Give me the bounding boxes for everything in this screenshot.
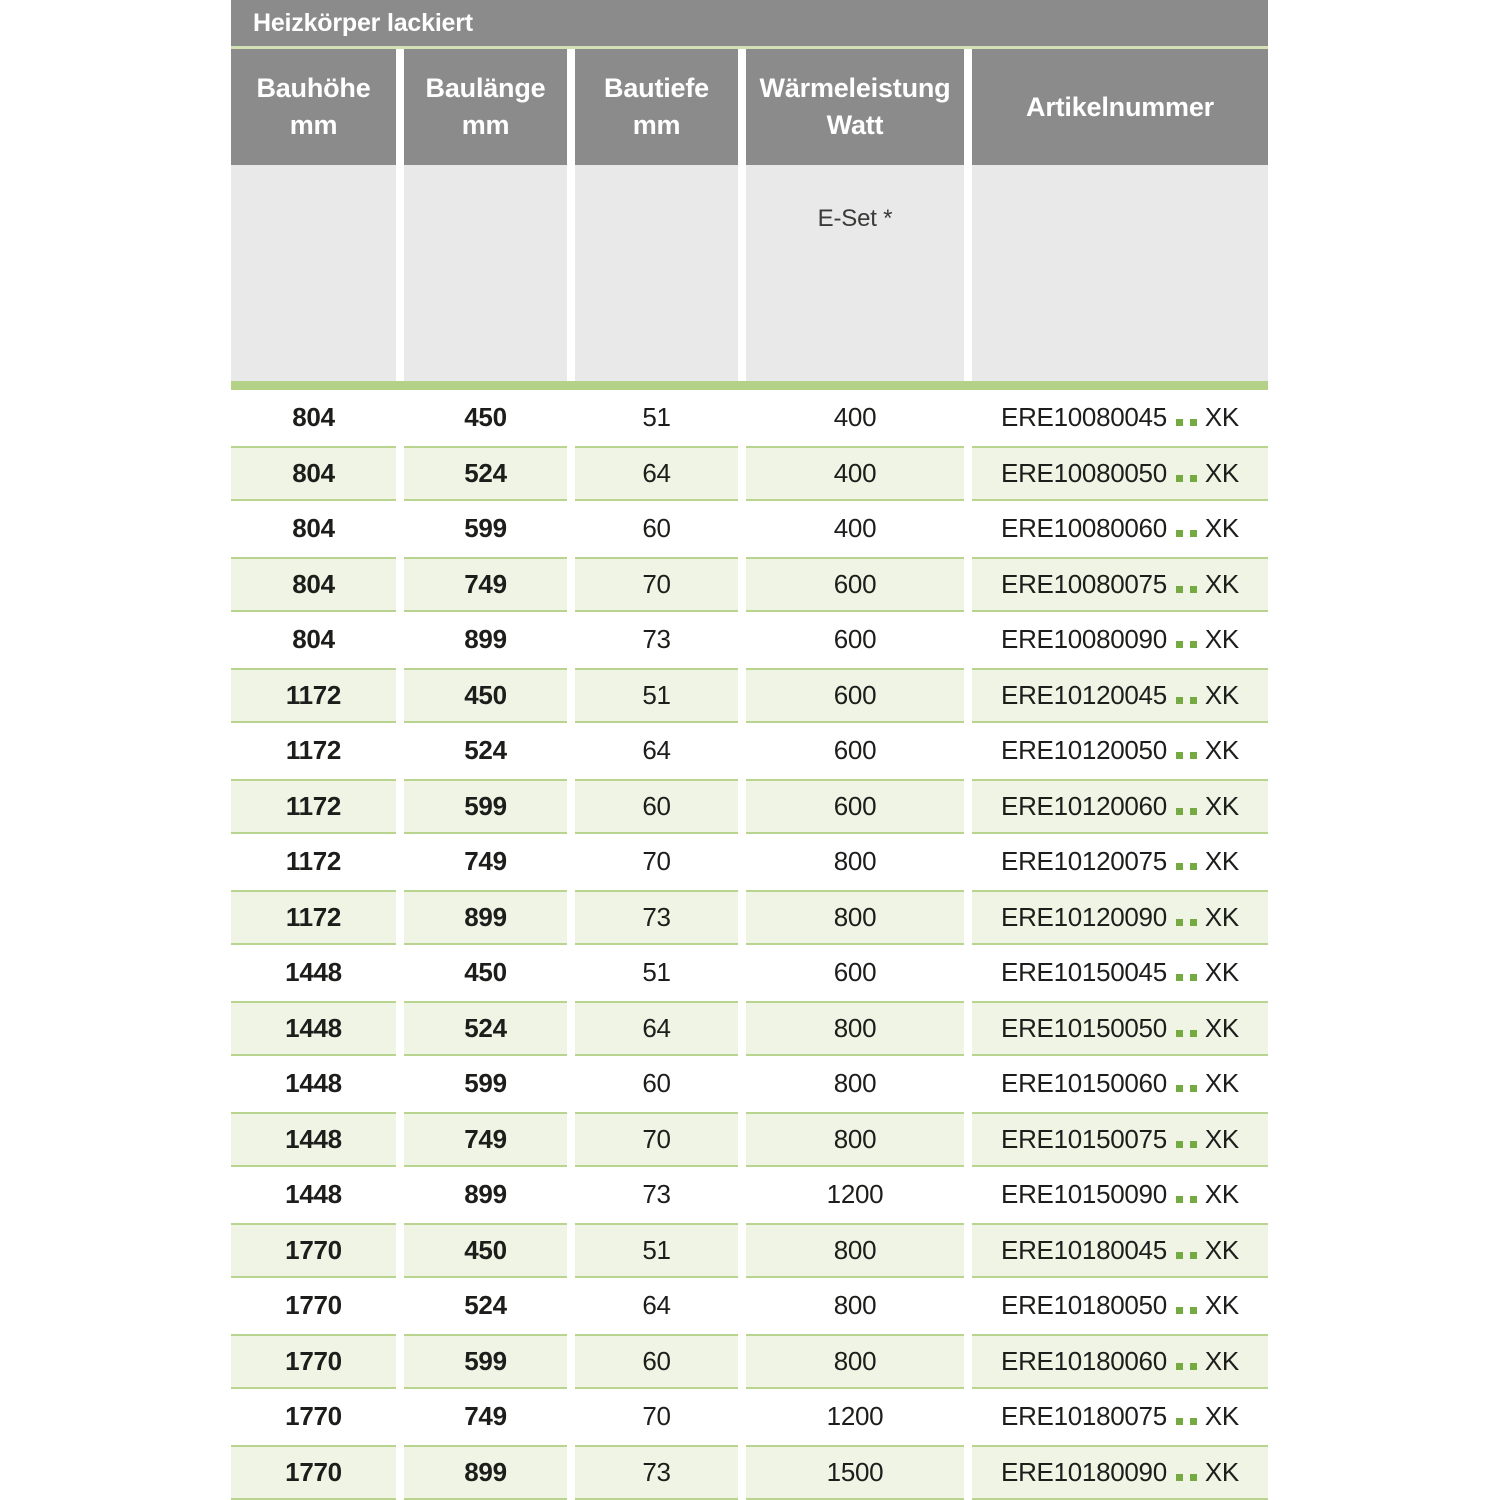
cell-bautiefe: 60 [575, 779, 738, 835]
placeholder-dot-icon [1190, 808, 1197, 815]
article-suffix: XK [1204, 735, 1239, 766]
article-suffix: XK [1204, 1123, 1239, 1154]
article-prefix: ERE10080060 [1001, 513, 1167, 544]
table-row [231, 1389, 1268, 1445]
column-label: Artikelnummer [1026, 91, 1214, 122]
column-header-artikelnummer [972, 49, 1268, 165]
cell-waermeleistung: 800 [746, 1001, 964, 1057]
cell-baulaenge: 749 [404, 557, 567, 613]
cell-bautiefe: 73 [642, 1179, 671, 1210]
cell-bautiefe: 64 [642, 735, 671, 766]
cell-bauhoehe: 1448 [285, 957, 342, 988]
article-suffix: XK [1204, 957, 1239, 988]
cell-bauhoehe: 1770 [231, 1445, 396, 1500]
placeholder-dot-icon [1176, 475, 1183, 482]
cell-bautiefe: 60 [642, 513, 671, 544]
placeholder-dot-icon [1176, 586, 1183, 593]
table-row [231, 1445, 1268, 1500]
cell-waermeleistung: 600 [833, 735, 877, 766]
placeholder-dot-icon [1190, 1085, 1197, 1092]
cell-bautiefe: 64 [575, 1001, 738, 1057]
table-row [231, 446, 1268, 502]
column-unit: Watt [826, 110, 884, 140]
article-number [1001, 402, 1239, 433]
table-row [231, 779, 1268, 835]
cell-bauhoehe: 804 [292, 624, 335, 655]
article-prefix: ERE10080045 [1001, 402, 1167, 433]
article-prefix: ERE10150060 [1001, 1068, 1167, 1099]
table-row [231, 1278, 1268, 1334]
article-prefix: ERE10150045 [1001, 957, 1167, 988]
table-row [231, 501, 1268, 557]
column-header-bautiefe [575, 49, 738, 165]
article-number [1001, 791, 1239, 822]
placeholder-dot-icon [1176, 1363, 1183, 1370]
article-prefix: ERE10180075 [1001, 1401, 1167, 1432]
cell-bauhoehe: 804 [292, 402, 335, 433]
cell-artikelnummer [972, 1278, 1268, 1334]
placeholder-dot-icon [1176, 1141, 1183, 1148]
cell-baulaenge: 524 [464, 735, 507, 766]
placeholder-dot-icon [1176, 863, 1183, 870]
cell-baulaenge: 749 [464, 846, 507, 877]
table-row [231, 945, 1268, 1001]
cell-waermeleistung: 800 [746, 1334, 964, 1390]
article-number [1001, 1068, 1239, 1099]
placeholder-dot-icon [1190, 641, 1197, 648]
column-label: Bauhöhe [256, 73, 371, 103]
article-suffix: XK [1204, 513, 1239, 544]
placeholder-dot-icon [1176, 1474, 1183, 1481]
cell-waermeleistung: 1500 [746, 1445, 964, 1500]
article-prefix: ERE10080075 [1001, 568, 1167, 599]
placeholder-dot-icon [1190, 1141, 1197, 1148]
cell-bautiefe: 51 [575, 1223, 738, 1279]
placeholder-dot-icon [1190, 1363, 1197, 1370]
cell-baulaenge: 450 [464, 957, 507, 988]
placeholder-dot-icon [1190, 586, 1197, 593]
eset-label: E-Set * [817, 205, 893, 232]
cell-bautiefe: 51 [642, 957, 671, 988]
article-suffix: XK [1204, 790, 1239, 821]
cell-artikelnummer [972, 723, 1268, 779]
cell-bautiefe: 64 [642, 1290, 671, 1321]
subheader-cell-waermeleistung [746, 165, 964, 381]
cell-artikelnummer [972, 668, 1268, 724]
article-number [1001, 1346, 1239, 1377]
cell-waermeleistung: 400 [833, 402, 877, 433]
table-row [231, 1223, 1268, 1279]
article-suffix: XK [1204, 1345, 1239, 1376]
cell-baulaenge: 899 [464, 1179, 507, 1210]
cell-artikelnummer [972, 1445, 1268, 1500]
cell-bauhoehe: 1770 [285, 1401, 342, 1432]
article-suffix: XK [1204, 1401, 1239, 1432]
column-unit: mm [461, 110, 510, 140]
article-number [1001, 846, 1239, 877]
cell-bauhoehe: 804 [231, 557, 396, 613]
cell-artikelnummer [972, 1389, 1268, 1445]
subheader-cell-baulaenge [404, 165, 567, 381]
cell-bauhoehe: 1448 [285, 1179, 342, 1210]
cell-waermeleistung: 800 [746, 1223, 964, 1279]
table-row [231, 1167, 1268, 1223]
placeholder-dot-icon [1176, 1030, 1183, 1037]
cell-artikelnummer [972, 501, 1268, 557]
column-header-bauhoehe [231, 49, 396, 165]
article-number [1001, 1457, 1239, 1488]
column-unit: mm [289, 110, 338, 140]
article-number [1001, 902, 1239, 933]
cell-waermeleistung: 600 [746, 779, 964, 835]
article-suffix: XK [1204, 1456, 1239, 1487]
placeholder-dot-icon [1190, 1418, 1197, 1425]
table-row [231, 612, 1268, 668]
placeholder-dot-icon [1176, 919, 1183, 926]
placeholder-dot-icon [1190, 1252, 1197, 1259]
placeholder-dot-icon [1190, 974, 1197, 981]
subheader-cell-bautiefe [575, 165, 738, 381]
cell-artikelnummer [972, 1334, 1268, 1390]
placeholder-dot-icon [1190, 530, 1197, 537]
cell-baulaenge: 450 [464, 402, 507, 433]
article-suffix: XK [1204, 1234, 1239, 1265]
cell-bauhoehe: 1770 [231, 1334, 396, 1390]
article-number [1001, 569, 1239, 600]
cell-artikelnummer [972, 1112, 1268, 1168]
placeholder-dot-icon [1190, 863, 1197, 870]
article-suffix: XK [1204, 568, 1239, 599]
cell-bautiefe: 60 [642, 1068, 671, 1099]
cell-waermeleistung: 800 [746, 1112, 964, 1168]
cell-bauhoehe: 804 [292, 513, 335, 544]
cell-waermeleistung: 800 [833, 1068, 877, 1099]
cell-baulaenge: 524 [404, 1001, 567, 1057]
cell-bautiefe: 51 [642, 402, 671, 433]
column-label: Baulänge [425, 73, 546, 103]
cell-artikelnummer [972, 779, 1268, 835]
article-suffix: XK [1204, 846, 1239, 877]
placeholder-dot-icon [1190, 752, 1197, 759]
green-divider [231, 381, 1268, 390]
article-suffix: XK [1204, 1068, 1239, 1099]
cell-baulaenge: 524 [404, 446, 567, 502]
cell-waermeleistung: 400 [746, 446, 964, 502]
cell-bauhoehe: 1448 [231, 1112, 396, 1168]
cell-bautiefe: 70 [575, 557, 738, 613]
cell-baulaenge: 899 [464, 624, 507, 655]
placeholder-dot-icon [1176, 1418, 1183, 1425]
placeholder-dot-icon [1176, 974, 1183, 981]
table-row [231, 390, 1268, 446]
cell-waermeleistung: 600 [746, 557, 964, 613]
cell-baulaenge: 599 [464, 1068, 507, 1099]
cell-artikelnummer [972, 1001, 1268, 1057]
cell-waermeleistung: 1200 [826, 1179, 884, 1210]
column-header-waermeleistung [746, 49, 964, 165]
table-row [231, 1112, 1268, 1168]
article-prefix: ERE10180050 [1001, 1290, 1167, 1321]
cell-waermeleistung: 800 [833, 846, 877, 877]
cell-artikelnummer [972, 945, 1268, 1001]
article-prefix: ERE10150075 [1001, 1123, 1167, 1154]
cell-waermeleistung: 600 [833, 624, 877, 655]
table-row [231, 1001, 1268, 1057]
subheader-cell-artikelnummer [972, 165, 1268, 381]
article-number [1001, 735, 1239, 766]
placeholder-dot-icon [1176, 1196, 1183, 1203]
cell-artikelnummer [972, 612, 1268, 668]
cell-waermeleistung: 800 [833, 1290, 877, 1321]
cell-baulaenge: 450 [404, 668, 567, 724]
placeholder-dot-icon [1190, 1196, 1197, 1203]
table-title: Heizkörper lackiert [253, 8, 473, 37]
article-suffix: XK [1204, 1290, 1239, 1321]
cell-artikelnummer [972, 1056, 1268, 1112]
placeholder-dot-icon [1176, 808, 1183, 815]
cell-waermeleistung: 800 [746, 890, 964, 946]
article-prefix: ERE10120060 [1001, 790, 1167, 821]
placeholder-dot-icon [1190, 1307, 1197, 1314]
table-body [231, 390, 1268, 1500]
cell-bauhoehe: 1770 [231, 1223, 396, 1279]
cell-bautiefe: 64 [575, 446, 738, 502]
column-unit: mm [632, 110, 681, 140]
cell-bauhoehe: 1448 [231, 1001, 396, 1057]
placeholder-dot-icon [1176, 1085, 1183, 1092]
cell-artikelnummer [972, 390, 1268, 446]
cell-baulaenge: 749 [464, 1401, 507, 1432]
subheader-row [231, 165, 1268, 381]
placeholder-dot-icon [1190, 475, 1197, 482]
cell-bautiefe: 70 [575, 1112, 738, 1168]
article-number [1001, 458, 1239, 489]
cell-baulaenge: 599 [464, 513, 507, 544]
cell-baulaenge: 599 [404, 779, 567, 835]
article-number [1001, 1124, 1239, 1155]
article-prefix: ERE10120050 [1001, 735, 1167, 766]
cell-bauhoehe: 1172 [231, 779, 396, 835]
placeholder-dot-icon [1176, 641, 1183, 648]
article-prefix: ERE10180060 [1001, 1345, 1167, 1376]
cell-baulaenge: 450 [404, 1223, 567, 1279]
article-number [1001, 1013, 1239, 1044]
placeholder-dot-icon [1176, 1307, 1183, 1314]
subheader-cell-bauhoehe [231, 165, 396, 381]
cell-bauhoehe: 1172 [231, 668, 396, 724]
column-label: Wärmeleistung [759, 73, 951, 103]
article-number [1001, 1401, 1239, 1432]
cell-bauhoehe: 1172 [231, 890, 396, 946]
article-prefix: ERE10150090 [1001, 1179, 1167, 1210]
article-prefix: ERE10120045 [1001, 679, 1167, 710]
cell-bautiefe: 73 [575, 1445, 738, 1500]
column-header-row [231, 49, 1268, 165]
table-row [231, 1056, 1268, 1112]
cell-bautiefe: 73 [642, 624, 671, 655]
cell-bautiefe: 51 [575, 668, 738, 724]
table-title-bar [231, 0, 1268, 49]
table-row [231, 890, 1268, 946]
cell-baulaenge: 524 [464, 1290, 507, 1321]
article-prefix: ERE10080090 [1001, 624, 1167, 655]
cell-baulaenge: 599 [404, 1334, 567, 1390]
cell-bauhoehe: 1770 [285, 1290, 342, 1321]
article-prefix: ERE10150050 [1001, 1012, 1167, 1043]
article-suffix: XK [1204, 402, 1239, 433]
article-prefix: ERE10120090 [1001, 901, 1167, 932]
article-suffix: XK [1204, 679, 1239, 710]
cell-artikelnummer [972, 557, 1268, 613]
placeholder-dot-icon [1176, 419, 1183, 426]
cell-waermeleistung: 1200 [826, 1401, 884, 1432]
article-suffix: XK [1204, 1012, 1239, 1043]
cell-bautiefe: 70 [642, 846, 671, 877]
placeholder-dot-icon [1176, 697, 1183, 704]
cell-artikelnummer [972, 834, 1268, 890]
table-row [231, 834, 1268, 890]
article-suffix: XK [1204, 1179, 1239, 1210]
placeholder-dot-icon [1190, 419, 1197, 426]
table-row [231, 668, 1268, 724]
cell-baulaenge: 749 [404, 1112, 567, 1168]
article-number [1001, 1290, 1239, 1321]
cell-bauhoehe: 1172 [285, 735, 342, 766]
placeholder-dot-icon [1190, 697, 1197, 704]
cell-artikelnummer [972, 1167, 1268, 1223]
placeholder-dot-icon [1176, 530, 1183, 537]
article-suffix: XK [1204, 457, 1239, 488]
cell-waermeleistung: 600 [833, 957, 877, 988]
cell-baulaenge: 899 [404, 890, 567, 946]
cell-artikelnummer [972, 890, 1268, 946]
cell-bauhoehe: 1172 [285, 846, 342, 877]
spec-table [231, 0, 1268, 1500]
cell-bautiefe: 70 [642, 1401, 671, 1432]
cell-bauhoehe: 804 [231, 446, 396, 502]
cell-bautiefe: 60 [575, 1334, 738, 1390]
column-header-baulaenge [404, 49, 567, 165]
cell-baulaenge: 899 [404, 1445, 567, 1500]
cell-artikelnummer [972, 1223, 1268, 1279]
placeholder-dot-icon [1176, 752, 1183, 759]
placeholder-dot-icon [1190, 919, 1197, 926]
article-number [1001, 957, 1239, 988]
placeholder-dot-icon [1176, 1252, 1183, 1259]
cell-waermeleistung: 600 [746, 668, 964, 724]
article-number [1001, 680, 1239, 711]
table-row [231, 1334, 1268, 1390]
article-number [1001, 1235, 1239, 1266]
cell-artikelnummer [972, 446, 1268, 502]
article-number [1001, 1179, 1239, 1210]
table-row [231, 723, 1268, 779]
placeholder-dot-icon [1190, 1474, 1197, 1481]
table-row [231, 557, 1268, 613]
cell-waermeleistung: 400 [833, 513, 877, 544]
article-number [1001, 513, 1239, 544]
article-prefix: ERE10120075 [1001, 846, 1167, 877]
cell-bauhoehe: 1448 [285, 1068, 342, 1099]
article-prefix: ERE10180090 [1001, 1456, 1167, 1487]
article-number [1001, 624, 1239, 655]
article-suffix: XK [1204, 624, 1239, 655]
column-label: Bautiefe [604, 73, 709, 103]
placeholder-dot-icon [1190, 1030, 1197, 1037]
article-prefix: ERE10180045 [1001, 1234, 1167, 1265]
article-suffix: XK [1204, 901, 1239, 932]
cell-bautiefe: 73 [575, 890, 738, 946]
article-prefix: ERE10080050 [1001, 457, 1167, 488]
